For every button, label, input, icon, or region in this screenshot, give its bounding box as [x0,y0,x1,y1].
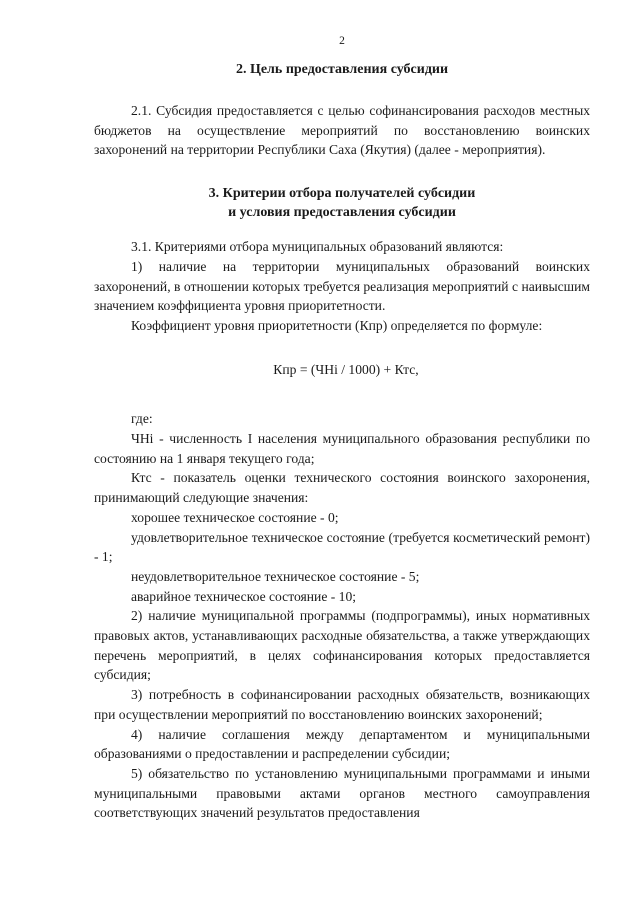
paragraph-3-1: 3.1. Критериями отбора муниципальных образований являются: [131,239,504,255]
section-3-heading-line-2: и условия предоставления субсидии [228,205,456,221]
technical-state-definition-paragraph: Ктс - показатель оценки технического состояния воинского захоронения, принимающий следующие значения: [94,470,590,506]
page-number: 2 [339,35,345,47]
criterion-5-paragraph: 5) обязательство по установлению муниципальными программами и иными муниципальными правовыми актами органов местного самоуправления соответствующих значений результатов предоставления [94,765,590,821]
where-label: где: [131,411,153,427]
state-emergency-item: аварийное техническое состояние - 10; [131,588,357,604]
criterion-4-paragraph: 4) наличие соглашения между департаментом и муниципальными образованиями о предоставлении и распределении субсидии; [94,726,590,762]
criterion-3-paragraph: 3) потребность в софинансировании расходных обязательств, возникающих при осуществлении мероприятий по восстановлению воинских захоронений; [94,687,590,722]
population-definition-paragraph: ЧНi - численность I населения муниципального образования республики по состоянию на 1 января текущего года; [94,431,590,466]
paragraph-2-1: 2.1. Субсидия предоставляется с целью софинансирования расходов местных бюджетов на осуществление мероприятий по восстановлению воинских захоронений на территории Республики Саха (Якутия) (далее - мероприятия). [94,103,590,158]
section-3-heading-line-1: 3. Критерии отбора получателей субсидии [208,186,476,202]
state-satisfactory-item: удовлетворительное техническое состояние (требуется косметический ремонт) - 1; [94,529,590,565]
section-3-heading [94,184,590,222]
state-good-item: хорошее техническое состояние - 0; [131,509,339,525]
priority-coefficient-formula: Кпр = (ЧНi / 1000) + Ктс, [273,361,419,377]
state-unsatisfactory-item: неудовлетворительное техническое состояние - 5; [131,568,420,584]
coefficient-definition-paragraph: Коэффициент уровня приоритетности (Кпр) определяется по формуле: [131,317,543,333]
criterion-1-paragraph: 1) наличие на территории муниципальных образований воинских захоронений, в отношении которых требуется реализация мероприятий с наивысшим значением коэффициента уровня приоритетности. [94,258,590,314]
criterion-2-paragraph: 2) наличие муниципальной программы (подпрограммы), иных нормативных правовых актов, устанавливающих расходные обязательства, а также утверждающих перечень мероприятий, в целях софинансирования которых предоставляется субсидия; [94,608,590,683]
section-2-heading: 2. Цель предоставления субсидии [235,62,449,77]
